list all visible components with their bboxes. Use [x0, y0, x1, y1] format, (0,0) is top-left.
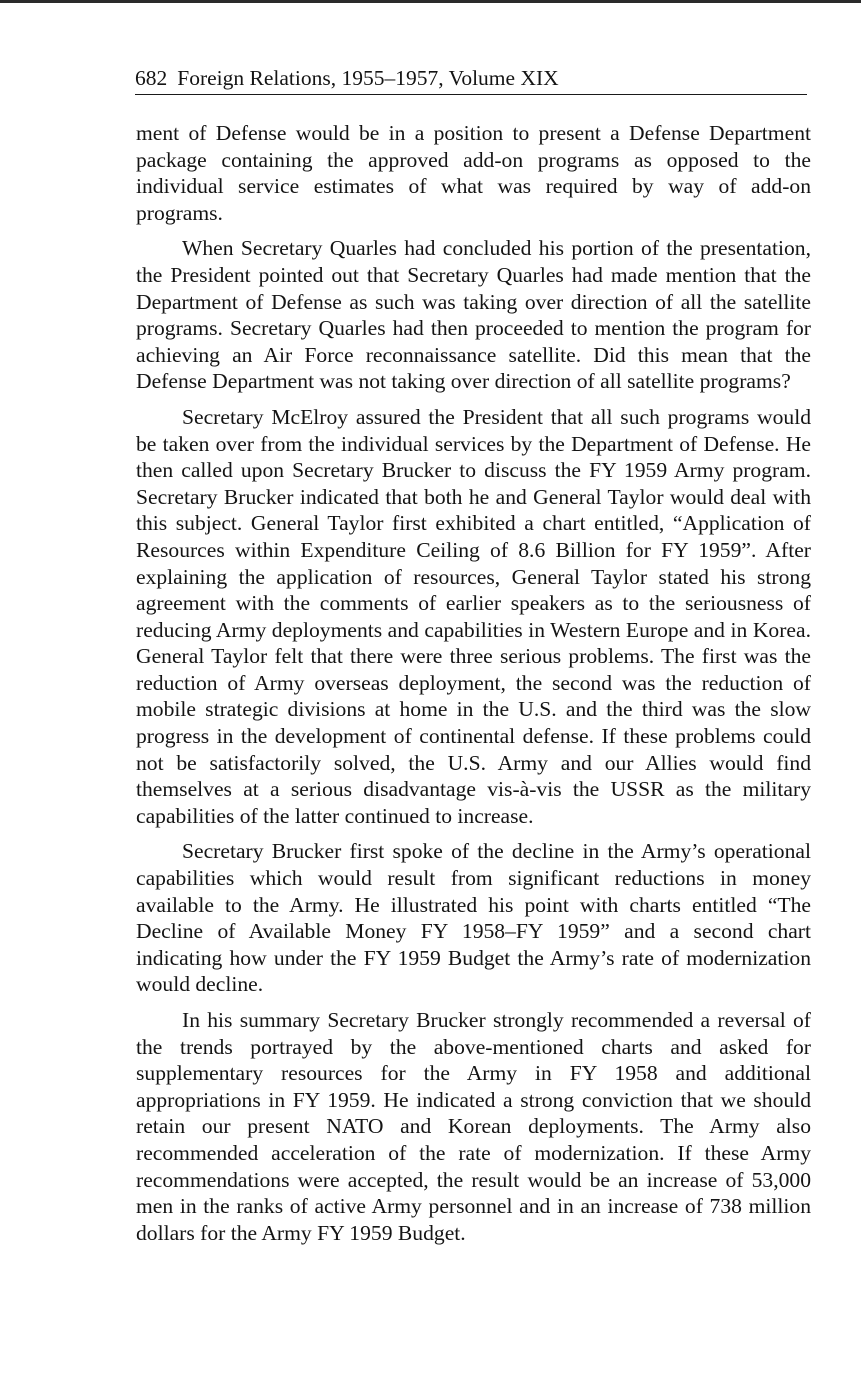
- page-number: 682: [135, 66, 168, 90]
- paragraph-quarles-satellite: When Secretary Quarles had concluded his portion of the presentation, the President pointed out that Secretary Quarles had made mention that the Department of Defense as such was taking over direction of all the satellite programs. Secretary Quarles had then proceeded to mention the program for achieving an Air Force reconnaissance satellite. Did this mean that the Defense Department was not taking over direction of all satellite programs?: [136, 236, 811, 394]
- page-top-edge: [0, 0, 861, 3]
- running-header-title: Foreign Relations, 1955–1957, Volume XIX: [177, 66, 559, 90]
- paragraph-continuation: ment of Defense would be in a position to present a Defense Department package containing the approved add-on programs as opposed to the individual service estimates of what was required by way of add-on programs.: [136, 121, 811, 225]
- body-text: [136, 120, 811, 1255]
- paragraph-brucker-decline: Secretary Brucker first spoke of the decline in the Army’s operational capabilities which would result from significant reductions in money available to the Army. He illustrated his point with charts entitled “The Decline of Available Money FY 1958–FY 1959” and a second chart indicating how under the FY 1959 Budget the Army’s rate of modernization would decline.: [136, 839, 811, 997]
- paragraph-mcelroy-taylor: Secretary McElroy assured the President that all such programs would be taken over from the individual services by the Department of Defense. He then called upon Secretary Brucker to discuss the FY 1959 Army program. Secretary Brucker indicated that both he and General Taylor would deal with this subject. General Taylor first exhibited a chart entitled, “Application of Resources within Expenditure Ceiling of 8.6 Billion for FY 1959”. After explaining the application of resources, General Taylor stated his strong agreement with the comments of earlier speakers as to the seriousness of reducing Army deployments and capabilities in Western Europe and in Korea. General Taylor felt that there were three serious problems. The first was the reduction of Army overseas deployment, the second was the reduction of mobile strategic divisions at home in the U.S. and the third was the slow progress in the development of continental defense. If these problems could not be satisfactorily solved, the U.S. Army and our Allies would find themselves at a serious disadvantage vis-à-vis the USSR as the military capabilities of the latter continued to increase.: [136, 404, 811, 828]
- running-header: [135, 64, 807, 95]
- paragraph-brucker-summary: In his summary Secretary Brucker strongly recommended a reversal of the trends portrayed by the above-mentioned charts and asked for supplementary resources for the Army in FY 1958 and additional appropriations in FY 1959. He indicated a strong conviction that we should retain our present NATO and Korean deployments. The Army also recommended acceleration of the rate of modernization. If these Army recommendations were accepted, the result would be an increase of 53,000 men in the ranks of active Army personnel and in an increase of 738 million dollars for the Army FY 1959 Budget.: [136, 1008, 811, 1245]
